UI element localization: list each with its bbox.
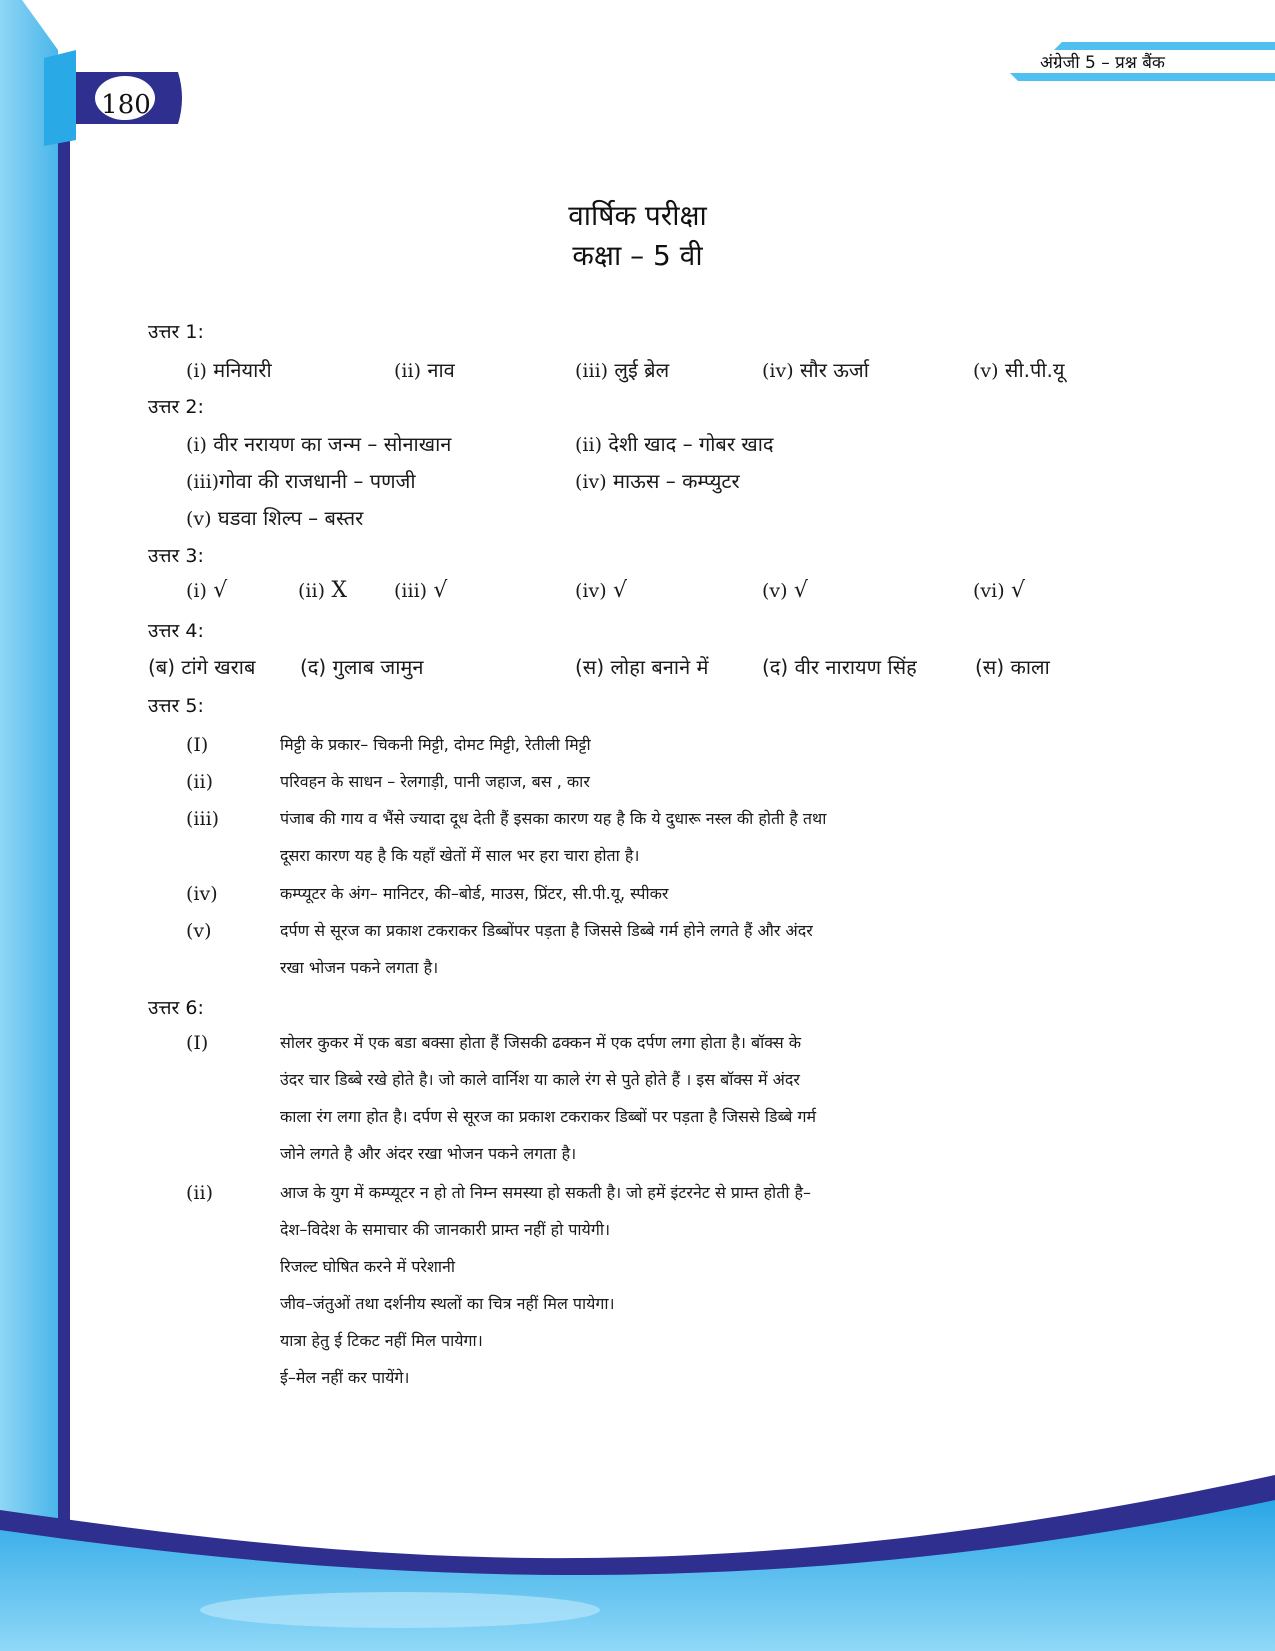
answer-3-item: (iv) √ (575, 578, 628, 603)
answer-1-item: (ii) नाव (394, 358, 455, 382)
book-title: अंग्रेजी 5 – प्रश्न बैंक (1040, 53, 1165, 73)
answer-1-item: (iii) लुई ब्रेल (575, 358, 670, 382)
answer-2-item: (i) वीर नरायण का जन्म – सोनाखान (186, 432, 452, 456)
answer-3-item: (v) √ (762, 578, 808, 603)
exam-title: वार्षिक परीक्षा (568, 199, 707, 232)
answer-4-item: (द) गुलाब जामुन (300, 655, 424, 679)
answer-4-item: (ब) टांगे खराब (148, 655, 256, 679)
answer-1-heading: उत्तर 1: (148, 321, 204, 343)
answer-3-item: (ii) X (298, 578, 348, 603)
answer-4-heading: उत्तर 4: (148, 620, 204, 642)
answer-2-item: (ii) देशी खाद – गोबर खाद (575, 432, 774, 456)
answer-2-item: (iii)गोवा की राजधानी – पणजी (186, 469, 416, 493)
class-title: कक्षा – 5 वी (572, 239, 703, 272)
answer-3-item: (vi) √ (973, 578, 1026, 603)
answer-2-item: (v) घडवा शिल्प – बस्तर (186, 506, 364, 530)
tick-mark: √ (793, 578, 808, 603)
answer-1-item: (i) मनियारी (186, 358, 272, 382)
answer-3-item: (i) √ (186, 578, 228, 603)
answer-1-item: (iv) सौर ऊर्जा (762, 358, 869, 382)
answer-4-item: (स) काला (975, 655, 1050, 679)
answer-3-item: (iii) √ (394, 578, 448, 603)
answer-1-item: (v) सी.पी.यू (973, 358, 1065, 382)
tick-mark: √ (433, 578, 448, 603)
tick-mark: √ (613, 578, 628, 603)
answer-5-heading: उत्तर 5: (148, 695, 204, 717)
answer-6-heading: उत्तर 6: (148, 997, 204, 1019)
tick-mark: √ (213, 578, 228, 603)
cross-mark: X (331, 578, 348, 603)
answer-2-heading: उत्तर 2: (148, 396, 204, 418)
page-number: 180 (101, 90, 151, 120)
answer-4-item: (स) लोहा बनाने में (575, 655, 709, 679)
answer-3-heading: उत्तर 3: (148, 545, 204, 567)
tick-mark: √ (1011, 578, 1026, 603)
answer-4-item: (द) वीर नारायण सिंह (762, 655, 917, 679)
answer-2-item: (iv) माऊस – कम्प्युटर (575, 469, 740, 493)
